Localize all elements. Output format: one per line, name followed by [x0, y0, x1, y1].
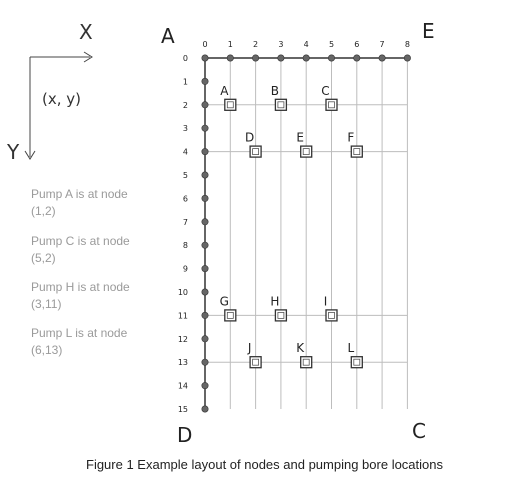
boundary-node	[202, 289, 208, 295]
pump-square-icon	[326, 99, 337, 110]
pump-label: B	[270, 83, 280, 98]
pump-square-icon	[225, 310, 236, 321]
pump-label: A	[220, 83, 229, 98]
pump-label: F	[347, 130, 355, 145]
boundary-node	[202, 172, 208, 178]
boundary-node	[202, 242, 208, 248]
boundary-node	[227, 55, 233, 61]
coord-label: (x, y)	[42, 90, 81, 108]
pump-square-icon	[351, 146, 362, 157]
pump-label: K	[296, 341, 305, 356]
boundary-node	[202, 125, 208, 131]
note-pump-c: Pump C is at node (5,2)	[31, 234, 130, 265]
pump-label: E	[296, 130, 304, 145]
boundary-node	[202, 406, 208, 412]
corner-label-e: E	[422, 19, 435, 43]
pump-label: C	[321, 83, 330, 98]
boundary-node	[202, 195, 208, 201]
pump-marker	[270, 294, 286, 321]
note-pump-a: Pump A is at node (1,2)	[31, 187, 128, 218]
figure-caption: Figure 1 Example layout of nodes and pumping bore locations	[86, 457, 443, 472]
pump-square-icon	[250, 357, 261, 368]
y-tick-label: 1	[182, 77, 188, 87]
y-tick-label: 5	[182, 171, 188, 180]
pump-label: G	[219, 294, 229, 309]
pump-marker	[347, 131, 362, 158]
pump-square-icon	[250, 146, 261, 157]
pump-square-icon	[301, 146, 312, 157]
pump-marker	[245, 131, 261, 158]
x-tick-label: 8	[404, 40, 410, 49]
y-tick-label: 3	[182, 124, 188, 134]
boundary-node	[278, 55, 284, 61]
y-tick-label: 10	[177, 288, 188, 297]
y-tick-label: 0	[182, 54, 188, 63]
pump-label: J	[247, 341, 252, 356]
boundary-node	[202, 265, 208, 271]
boundary-node	[354, 55, 360, 61]
boundary-node	[202, 382, 208, 388]
y-tick-label: 4	[182, 147, 188, 157]
pump-square-icon	[301, 357, 312, 368]
y-tick-label: 6	[182, 194, 188, 204]
boundary-node	[379, 55, 385, 61]
pump-marker	[321, 84, 337, 111]
pump-square-icon	[351, 357, 362, 368]
boundary-node	[202, 102, 208, 108]
y-tick-label: 2	[182, 100, 188, 110]
pump-marker	[220, 84, 236, 111]
y-tick-label: 7	[182, 217, 188, 227]
boundary-node	[202, 78, 208, 84]
pump-marker	[247, 341, 261, 368]
boundary-node	[303, 55, 309, 61]
boundary-node	[202, 219, 208, 225]
pump-square-icon	[326, 310, 337, 321]
y-tick-label: 9	[182, 264, 188, 274]
pump-label: L	[347, 341, 355, 356]
x-tick-label: 6	[354, 40, 360, 49]
pump-square-icon	[225, 99, 236, 110]
y-tick-label: 12	[177, 334, 188, 344]
x-tick-label: 4	[303, 40, 309, 49]
boundary-node	[202, 359, 208, 365]
boundary-node	[202, 312, 208, 318]
boundary-node	[252, 55, 258, 61]
x-tick-label: 5	[328, 40, 335, 49]
y-tick-labels	[178, 54, 188, 414]
corner-label-a: A	[161, 24, 175, 48]
pump-label: D	[244, 130, 255, 145]
y-tick-label: 15	[177, 405, 188, 414]
note-pump-h: Pump H is at node (3,11)	[31, 280, 130, 311]
pump-square-icon	[275, 99, 286, 110]
axes-legend	[6, 20, 93, 164]
boundary-node	[202, 55, 208, 61]
corner-label-d: D	[177, 423, 193, 447]
pump-square-icon	[275, 310, 286, 321]
pump-marker	[347, 341, 362, 368]
y-tick-label: 13	[177, 358, 188, 368]
pump-label: H	[270, 294, 280, 309]
pump-marker	[324, 294, 337, 321]
pump-marker	[220, 294, 236, 321]
x-tick-label: 7	[379, 40, 385, 49]
y-tick-label: 11	[177, 311, 188, 321]
pump-marker	[271, 84, 287, 111]
x-tick-labels	[202, 40, 409, 49]
y-axis-label: Y	[7, 140, 20, 164]
pump-marker	[296, 341, 311, 368]
x-tick-label: 3	[278, 40, 284, 49]
boundary-node	[202, 148, 208, 154]
boundary-node	[202, 336, 208, 342]
boundary-node	[404, 55, 410, 61]
pump-marker	[296, 131, 311, 158]
y-tick-label: 8	[182, 241, 188, 251]
x-tick-label: 2	[253, 40, 259, 49]
x-axis-label: X	[79, 20, 93, 44]
y-tick-label: 14	[177, 381, 188, 391]
note-pump-l: Pump L is at node (6,13)	[31, 326, 128, 357]
x-tick-label: 1	[227, 40, 233, 49]
corner-label-c: C	[412, 419, 426, 443]
x-tick-label: 0	[202, 40, 208, 49]
boundary-node	[328, 55, 334, 61]
pump-markers	[220, 84, 363, 368]
pump-label: I	[323, 294, 328, 309]
